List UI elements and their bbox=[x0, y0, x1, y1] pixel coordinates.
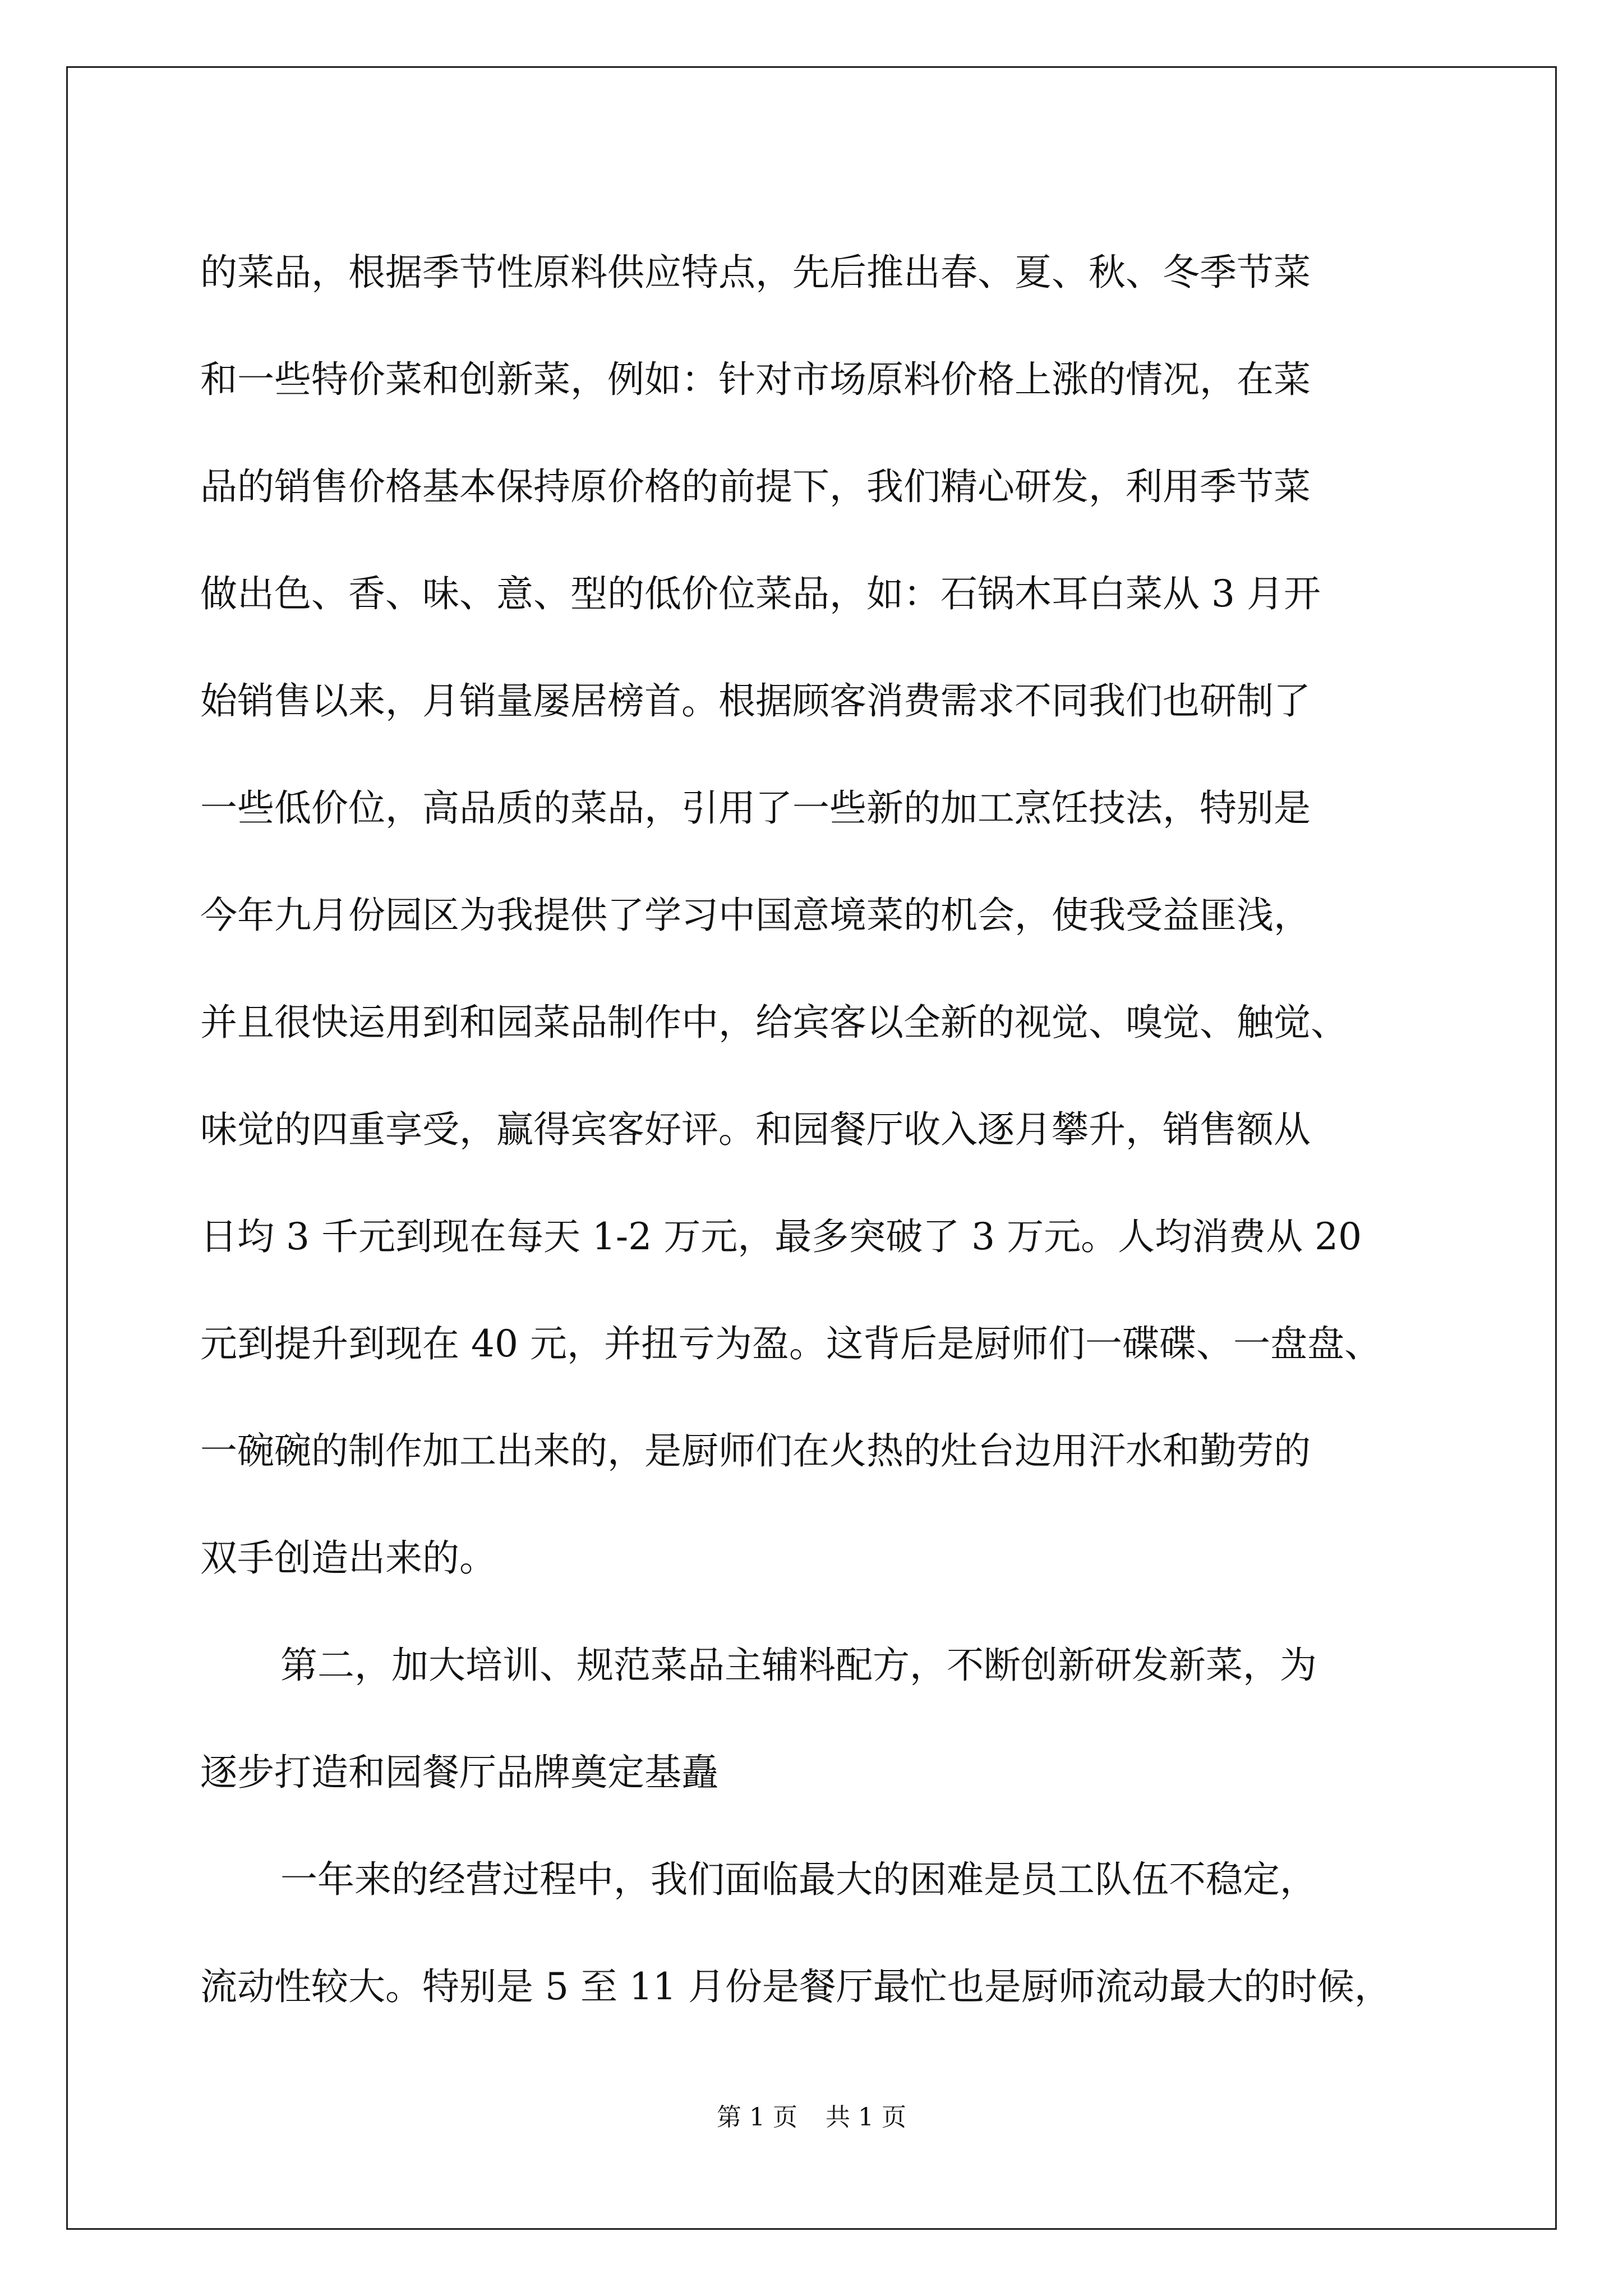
text-line: 一年来的经营过程中，我们面临最大的困难是员工队伍不稳定， bbox=[280, 1858, 1317, 1901]
text-line: 和一些特价菜和创新菜，例如：针对市场原料价格上涨的情况，在菜 bbox=[200, 358, 1311, 401]
text-line: 的菜品，根据季节性原料供应特点，先后推出春、夏、秋、冬季节菜 bbox=[200, 251, 1311, 294]
text-line: 做出色、香、味、意、型的低价位菜品，如：石锅木耳白菜从 3 月开 bbox=[200, 572, 1321, 615]
page-footer bbox=[0, 2097, 1623, 2133]
text-line: 日均 3 千元到现在每天 1-2 万元，最多突破了 3 万元。人均消费从 20 bbox=[200, 1215, 1362, 1258]
text-line: 一碗碗的制作加工出来的，是厨师们在火热的灶台边用汗水和勤劳的 bbox=[200, 1429, 1311, 1473]
text-line: 始销售以来，月销量屡居榜首。根据顾客消费需求不同我们也研制了 bbox=[200, 679, 1311, 723]
text-line: 一些低价位，高品质的菜品，引用了一些新的加工烹饪技法，特别是 bbox=[200, 786, 1311, 830]
text-line: 味觉的四重享受，赢得宾客好评。和园餐厅收入逐月攀升，销售额从 bbox=[200, 1108, 1311, 1151]
page-number-total: 共 1 页 bbox=[826, 2103, 906, 2132]
text-line: 双手创造出来的。 bbox=[200, 1536, 496, 1580]
text-line: 品的销售价格基本保持原价格的前提下，我们精心研发，利用季节菜 bbox=[200, 465, 1311, 508]
text-line: 流动性较大。特别是 5 至 11 月份是餐厅最忙也是厨师流动最大的时候， bbox=[200, 1965, 1391, 2008]
text-line: 今年九月份园区为我提供了学习中国意境菜的机会，使我受益匪浅， bbox=[200, 894, 1311, 937]
text-line: 并且很快运用到和园菜品制作中，给宾客以全新的视觉、嗅觉、触觉、 bbox=[200, 1001, 1348, 1044]
page-number-current: 第 1 页 bbox=[717, 2103, 797, 2132]
text-line: 元到提升到现在 40 元，并扭亏为盈。这背后是厨师们一碟碟、一盘盘、 bbox=[200, 1322, 1381, 1365]
text-line: 第二，加大培训、规范菜品主辅料配方，不断创新研发新菜，为 bbox=[280, 1644, 1317, 1687]
text-line: 逐步打造和园餐厅品牌奠定基矗 bbox=[200, 1751, 718, 1794]
document-body bbox=[200, 219, 1434, 2040]
